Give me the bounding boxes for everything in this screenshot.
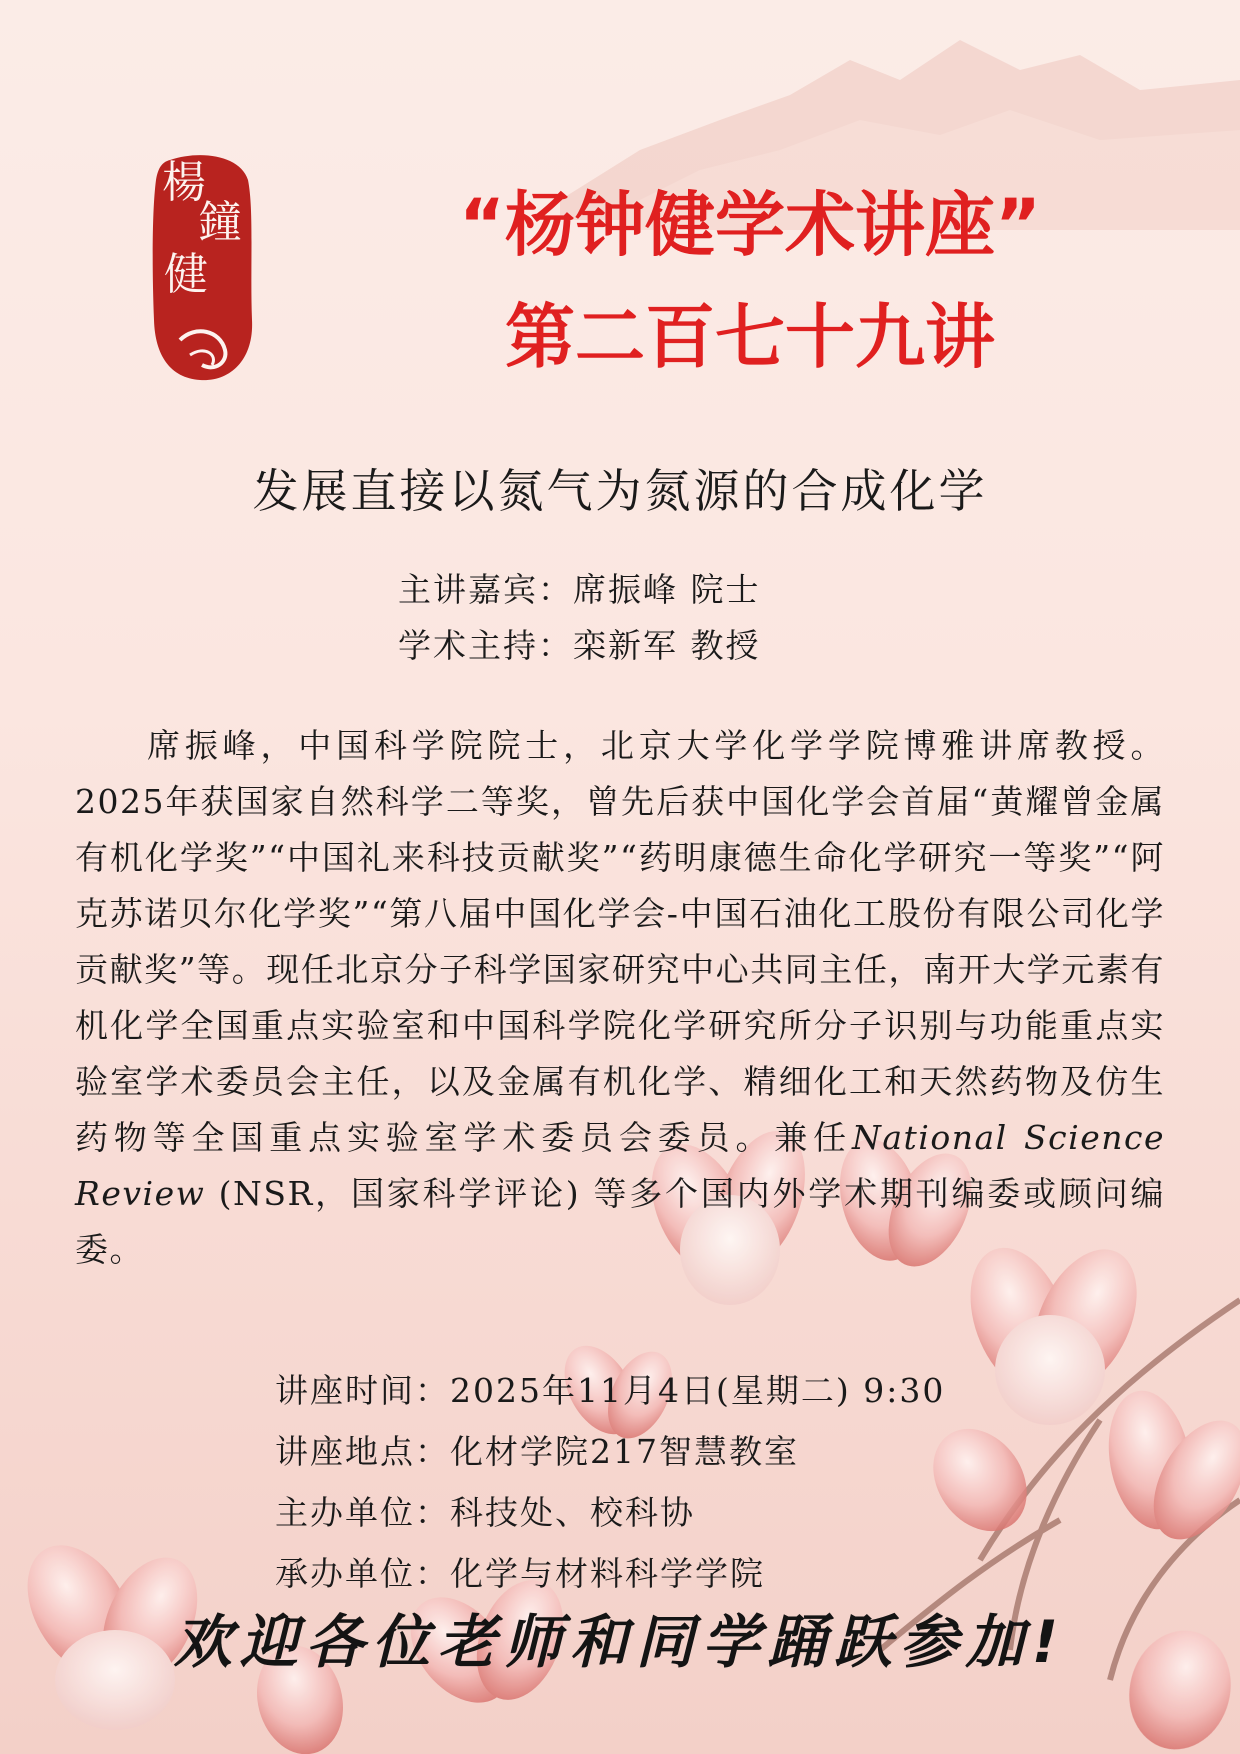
seal-char-3: 健 <box>164 249 208 300</box>
lecture-series-title: “杨钟健学术讲座” <box>458 184 1041 266</box>
lecture-topic: 发展直接以氮气为氮源的合成化学 <box>252 464 988 518</box>
host-unit: 承办单位：化学与材料科学学院 <box>275 1554 765 1593</box>
journal-name: National Science Review <box>75 1118 1165 1213</box>
seal-char-2: 鐘 <box>198 197 242 248</box>
lecture-place: 讲座地点：化材学院217智慧教室 <box>275 1432 799 1471</box>
bio-text-end: (NSR，国家科学评论) 等多个国内外学术期刊编委或顾问编委。 <box>75 1174 1165 1269</box>
seal-char-1: 楊 <box>162 157 206 208</box>
lecture-info <box>275 1360 945 1604</box>
lecture-number-title: 第二百七十九讲 <box>505 296 995 378</box>
welcome-slogan: 欢迎各位老师和同学踊跃参加! <box>173 1608 1067 1676</box>
speaker-biography <box>75 718 1165 1278</box>
host-line: 学术主持：栾新军 教授 <box>398 626 761 665</box>
seal-lettering <box>150 150 255 385</box>
bio-text: 席振峰，中国科学院院士，北京大学化学学院博雅讲席教授。2025年获国家自然科学二等奖，曾先后获中国化学会首届“黄耀曾金属有机化学奖”“中国礼来科技贡献奖”“药明康德生命化学研究一等奖”“阿克苏诺贝尔化学奖”“第八届中国化学会-中国石油化工股份有限公司化学贡献奖”等。现任北京分子科学国家研究中心共同主任，南开大学元素有机化学全国重点实验室和中国科学院化学研究所分子识别与功能重点实验室学术委员会主任，以及金属有机化学、精细化工和天然药物及仿生药物等全国重点实验室学术委员会委员。兼任 <box>75 726 1165 1157</box>
lecture-time: 讲座时间：2025年11月4日(星期二) 9:30 <box>275 1371 946 1410</box>
organizer: 主办单位：科技处、校科协 <box>275 1493 695 1532</box>
speaker-line: 主讲嘉宾：席振峰 院士 <box>398 570 761 609</box>
lecture-people <box>398 562 761 674</box>
